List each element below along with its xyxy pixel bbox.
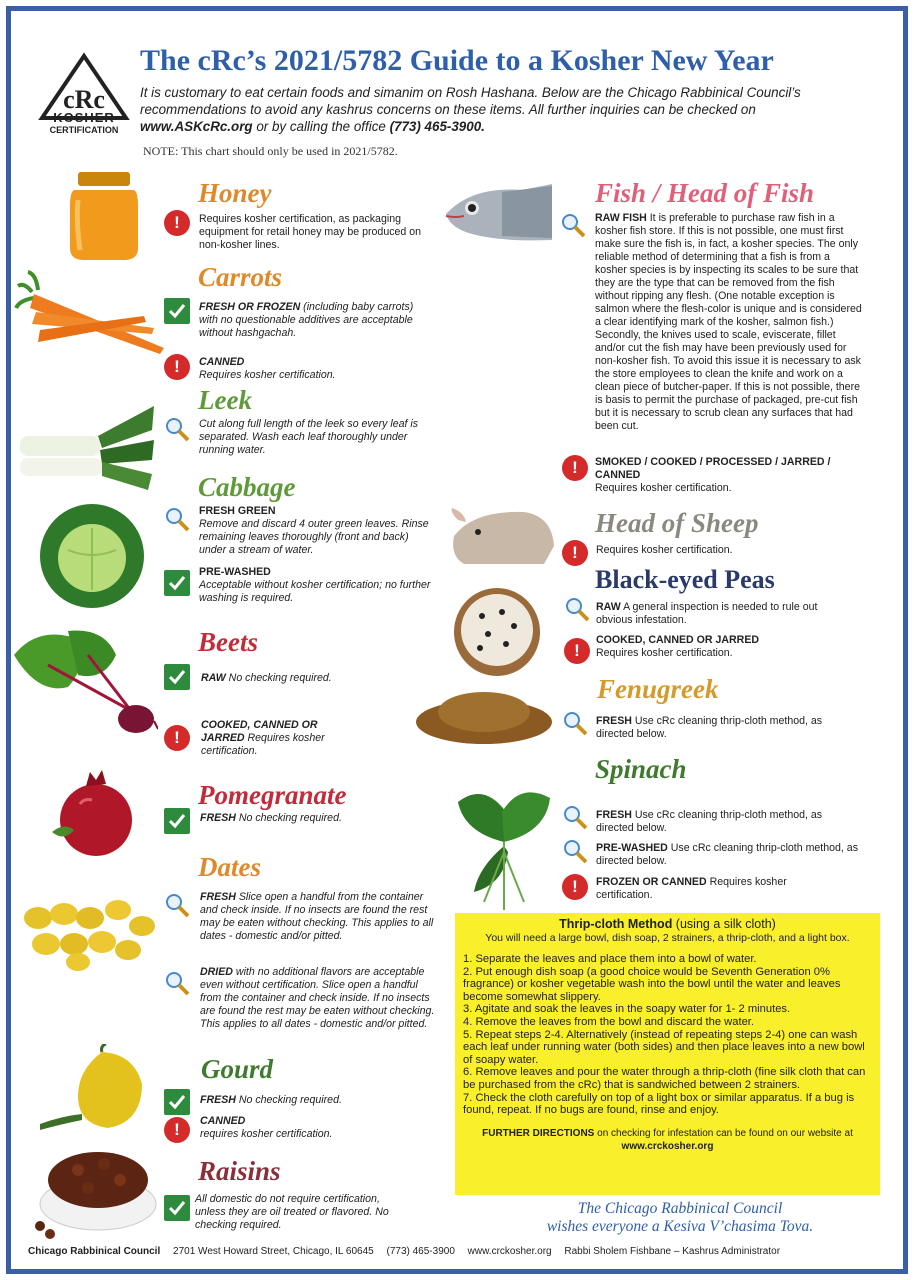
peas-cooked-text: COOKED, CANNED OR JARRED Requires kosher certification. [596,634,760,659]
pomegranate-image [50,766,156,858]
gourd-image [38,1044,150,1132]
footer-admin: Rabbi Sholem Fishbane – Kashrus Administrator [564,1246,781,1257]
sheep-text: Requires kosher certification. [596,544,733,556]
crc-website-link[interactable]: www.crckosher.org [621,1140,714,1152]
raisins-text: All domestic do not require certification, unless they are oil treated or flavored. No checking required. [195,1193,389,1231]
magnifier-icon [564,596,590,622]
thrip-step: 6. Remove leaves and pour the water through a thrip-cloth (fine silk cloth that can be purchased from the cRc) that is sandwiched between 2 strainers. [463,1066,866,1091]
spinach-title: Spinach [595,754,687,784]
thrip-step: 1. Separate the leaves and place them into a bowl of water. [463,953,757,965]
peas-raw-text: RAW A general inspection is needed to rule out obvious infestation. [596,601,818,626]
honey-title: Honey [198,178,272,208]
beets-cooked-text: COOKED, CANNED OR JARRED Requires kosher certification. [201,719,325,757]
black-eyed-peas-image [452,586,542,678]
carrots-title: Carrots [198,262,283,292]
magnifier-icon [164,506,190,532]
fenugreek-text: FRESH Use cRc cleaning thrip-cloth method, as directed below. [596,715,823,740]
footer-org: Chicago Rabbinical Council [28,1246,161,1257]
thrip-steps [463,953,872,1117]
thrip-step: 5. Repeat steps 2-4. Alternatively (instead of repeating steps 2-4) one can wash each leaf under running water (both sides) and then place leaves into a new bowl of soapy water. [463,1028,865,1066]
warning-icon: ! [562,540,588,566]
note-text: NOTE: This chart should only be used in 2021/5782. [143,144,398,158]
fenugreek-image [414,684,554,744]
magnifier-icon [562,710,588,736]
thrip-step: 7. Check the cloth carefully on top of a light box or similar apparatus. If a bug is found, repeat. If no bugs are found, rinse and enjoy. [463,1091,855,1117]
warning-icon: ! [164,725,190,751]
sheep-title: Head of Sheep [595,508,759,538]
footer-phone: (773) 465-3900 [386,1246,455,1257]
check-icon [164,298,190,324]
carrots-image [14,268,166,360]
magnifier-icon [562,838,588,864]
gourd-canned-text: CANNED requires kosher certification. [200,1115,333,1140]
cabbage-fresh-text: FRESH GREEN Remove and discard 4 outer green leaves. Rinse remaining leaves thoroughly (front and back) under a stream of water. [199,505,429,556]
carrots-fresh-text: FRESH OR FROZEN (including baby carrots) with no questionable additives are acceptable without hashgachah. [199,301,414,339]
thrip-step: 3. Agitate and soak the leaves in the soapy water for 1- 2 minutes. [463,1003,791,1016]
warning-icon: ! [164,210,190,236]
check-icon [164,570,190,596]
spinach-frozen-text: FROZEN OR CANNED Requires kosher certification. [596,876,787,901]
fish-smoked-text: SMOKED / COOKED / PROCESSED / JARRED / CANNED Requires kosher certification. [595,456,831,494]
carrots-canned-text: CANNED Requires kosher certification. [199,356,336,381]
magnifier-icon [164,416,190,442]
cabbage-image [38,500,146,610]
spinach-prewashed-text: PRE-WASHED Use cRc cleaning thrip-cloth method, as directed below. [596,842,858,867]
check-icon [164,1195,190,1221]
spinach-fresh-text: FRESH Use cRc cleaning thrip-cloth method, as directed below. [596,809,823,834]
intro-phone: (773) 465-3900. [389,119,485,134]
gourd-title: Gourd [201,1054,274,1084]
spinach-image [454,772,554,912]
raisins-title: Raisins [198,1156,281,1186]
page-title: The cRc’s 2021/5782 Guide to a Kosher New Year [140,44,774,77]
dates-image [18,896,160,972]
leek-title: Leek [198,385,252,415]
honey-jar-image [66,170,142,262]
fish-title: Fish / Head of Fish [595,178,815,208]
leek-image [18,400,156,492]
intro-text: It is customary to eat certain foods and simanim on Rosh Hashana. Below are the Chicago Rabbinical Council’s recommendations to avoid any kashrus concerns on these items. All further inquiries can be checked on www.ASKcRc.org or by calling the office (773) 465-3900. [140,85,801,134]
honey-text: Requires kosher certification, as packaging equipment for retail honey may be produced on non-kosher lines. [199,213,422,251]
logo-mark: cRc [63,85,105,114]
dates-dried-text: DRIED with no additional flavors are acceptable even without certification. Slice open a handful from the container and check inside. If no insects are found the rest may be eaten without checking. This applies to all dates - domestic and/or pitted. [200,966,435,1030]
magnifier-icon [560,212,586,238]
cabbage-title: Cabbage [198,472,296,502]
fenugreek-title: Fenugreek [597,674,719,704]
gourd-fresh-text: FRESH No checking required. [200,1094,342,1106]
leek-text: Cut along full length of the leek so every leaf is separated. Wash each leaf thoroughly under running water. [199,418,419,456]
warning-icon: ! [164,1117,190,1143]
beets-image [8,625,158,735]
fish-head-image [442,180,554,244]
thrip-subtitle: You will need a large bowl, dish soap, 2 strainers, a thrip-cloth, and a light box. [485,932,850,944]
closing-message: The Chicago Rabbinical Council wishes everyone a Kesiva V’chasima Tova. [546,1200,814,1235]
peas-title: Black-eyed Peas [595,565,775,594]
check-icon [164,808,190,834]
warning-icon: ! [562,874,588,900]
raisins-image [28,1146,160,1240]
thrip-title: Thrip-cloth Method (using a silk cloth) [559,917,776,931]
beets-raw-text: RAW No checking required. [201,672,332,684]
magnifier-icon [562,804,588,830]
check-icon [164,664,190,690]
pomegranate-text: FRESH No checking required. [200,812,342,824]
thrip-cloth-box [455,913,880,1195]
logo-kosher: KOSHER [53,110,115,125]
check-icon [164,1089,190,1115]
pomegranate-title: Pomegranate [198,780,347,810]
magnifier-icon [164,970,190,996]
footer-address: 2701 West Howard Street, Chicago, IL 60645 [173,1246,374,1257]
further-directions: FURTHER DIRECTIONS on checking for infestation can be found on our website at www.crckosher.org [482,1127,853,1152]
thrip-step: 4. Remove the leaves from the bowl and discard the water. [463,1015,755,1028]
logo-certification: CERTIFICATION [49,125,119,135]
warning-icon: ! [564,638,590,664]
thrip-step: 2. Put enough dish soap (a good choice would be Seventh Generation 0% fragrance) or kosher vegetable wash into the bowl until the water and leaves become somewhat slippery. [463,965,841,1003]
sheep-head-image [444,506,556,566]
dates-fresh-text: FRESH Slice open a handful from the container and check inside. If no insects are found the rest may be eaten without checking. This applies to all dates - domestic and/or pitted. [200,891,434,942]
footer [28,1246,780,1257]
dates-title: Dates [198,852,261,882]
beets-title: Beets [198,627,258,657]
warning-icon: ! [562,455,588,481]
intro-site-link[interactable]: www.ASKcRc.org [140,119,253,134]
warning-icon: ! [164,354,190,380]
fish-raw-text: RAW FISH It is preferable to purchase raw fish in a kosher fish store. If this is not possible, one must first make sure the fish is, in fact, a kosher species. The only reliable method of determining that a fish is from a kosher species is by inspecting its scales to be sure that they are the type that can be removed from the fish without ripping any flesh. (One notable exception is salmon where the flesh-color is unique and is considered a clear identifying mark of the kosher, salmon fish.) Secondly, the knives used to scale, eviscerate, fillet and/or cut the fish may have been previously used for non-kosher fish. To avoid this issue it is necessary to ask the store employees to clean the knife and work on a clean piece of butcher-paper. If this is not possible, there is basis to permit the purchase of packaged, pre-cut fish but it is necessary to scrub clean any surfaces that had been cut. [595,212,862,432]
magnifier-icon [164,892,190,918]
cabbage-prewashed-text: PRE-WASHED Acceptable without kosher certification; no further washing is required. [199,566,431,604]
footer-website-link[interactable]: www.crckosher.org [467,1246,552,1257]
